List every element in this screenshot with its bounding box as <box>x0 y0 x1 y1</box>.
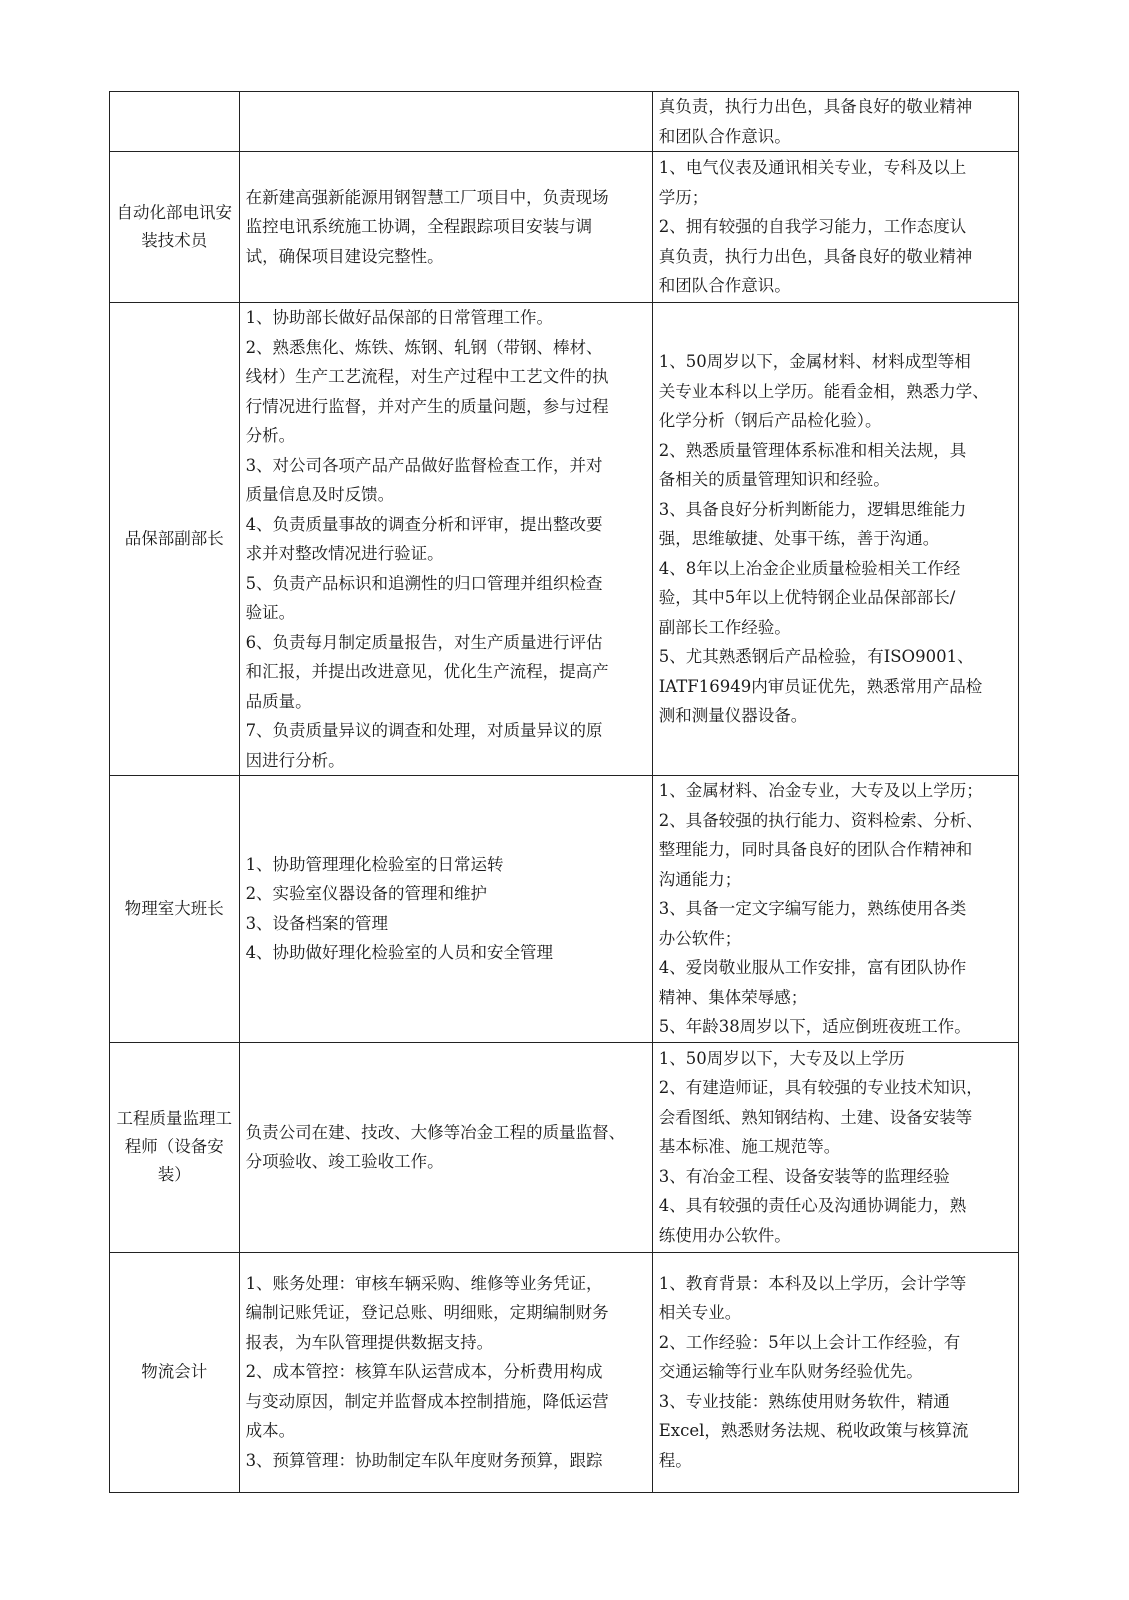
table-row <box>110 152 1019 303</box>
requirements-line: 4、具有较强的责任心及沟通协调能力，熟 <box>658 1196 967 1216</box>
duties-line: 和汇报，并提出改进意见，优化生产流程，提高产 <box>245 662 609 681</box>
duties-line: 监控电讯系统施工协调，全程跟踪项目安装与调 <box>245 217 593 237</box>
requirements-line: 基本标准、施工规范等。 <box>658 1137 841 1157</box>
requirements-line: 1、50周岁以下，大专及以上学历 <box>658 1048 905 1068</box>
position-title: 自动化部电讯安装技术员 <box>116 203 233 250</box>
requirements-line: 3、具备一定文字编写能力，熟练使用各类 <box>658 899 967 918</box>
position-title-cell <box>110 776 240 1043</box>
requirements-line: 相关专业。 <box>658 1303 742 1323</box>
requirements-line: 关专业本科以上学历。能看金相，熟悉力学、 <box>658 381 989 401</box>
position-title: 物流会计 <box>141 1362 208 1381</box>
requirements-line: 1、教育背景：本科及以上学历，会计学等 <box>658 1273 967 1293</box>
requirements-line: 办公软件； <box>658 928 742 948</box>
duties-line: 编制记账凭证，登记总账、明细账，定期编制财务 <box>245 1303 609 1323</box>
position-title-cell <box>110 1252 240 1492</box>
duties-line: 4、负责质量事故的调查分析和评审，提出整改要 <box>245 514 603 534</box>
requirements-line: 验，其中5年以上优特钢企业品保部部长/ <box>658 588 956 608</box>
requirements-line: 真负责，执行力出色，具备良好的敬业精神 <box>658 97 973 116</box>
table-row <box>110 92 1019 152</box>
requirements-line: 化学分析（钢后产品检化验）。 <box>658 411 882 431</box>
duties-line: 报表，为车队管理提供数据支持。 <box>245 1332 494 1352</box>
requirements-line: 1、金属材料、冶金专业，大专及以上学历； <box>658 781 983 800</box>
requirements-line: 精神、集体荣辱感； <box>658 987 808 1007</box>
requirements-line: 备相关的质量管理知识和经验。 <box>658 470 890 490</box>
duties-line: 分析。 <box>245 426 296 445</box>
duties-line: 因进行分析。 <box>245 750 345 770</box>
requirements-line: 强，思维敏捷、处事干练，善于沟通。 <box>658 529 940 549</box>
duties-line: 与变动原因，制定并监督成本控制措施，降低运营 <box>245 1391 609 1411</box>
requirements-cell <box>652 303 1018 776</box>
duties-line: 3、预算管理：协助制定车队年度财务预算，跟踪 <box>245 1450 603 1470</box>
duties-cell <box>239 152 652 303</box>
position-title-cell <box>110 152 240 303</box>
position-title-cell <box>110 1042 240 1252</box>
duties-cell <box>239 303 652 776</box>
requirements-line: 整理能力，同时具备良好的团队合作精神和 <box>658 840 973 859</box>
position-title-cell <box>110 92 240 152</box>
requirements-line: 程。 <box>658 1450 692 1470</box>
table-body <box>110 92 1019 1493</box>
job-requirements-table <box>109 91 1019 1493</box>
duties-line: 分项验收、竣工验收工作。 <box>245 1152 444 1171</box>
requirements-line: 1、电气仪表及通讯相关专业，专科及以上 <box>658 158 967 178</box>
position-title: 物理室大班长 <box>124 898 224 918</box>
duties-cell <box>239 776 652 1043</box>
requirements-line: 5、年龄38周岁以下，适应倒班夜班工作。 <box>658 1017 971 1036</box>
duties-line: 7、负责质量异议的调查和处理，对质量异议的原 <box>245 721 603 740</box>
duties-cell <box>239 92 652 152</box>
duties-line: 3、设备档案的管理 <box>245 913 389 933</box>
requirements-line: 4、爱岗敬业服从工作安排，富有团队协作 <box>658 958 967 977</box>
requirements-cell <box>652 92 1018 152</box>
position-title: 品保部副部长 <box>124 529 224 548</box>
table-row <box>110 1252 1019 1492</box>
requirements-line: 真负责，执行力出色，具备良好的敬业精神 <box>658 246 973 266</box>
duties-line: 负责公司在建、技改、大修等冶金工程的质量监督、 <box>245 1122 626 1142</box>
duties-line: 1、协助部长做好品保部的日常管理工作。 <box>245 308 554 327</box>
duties-line: 行情况进行监督，并对产生的质量问题，参与过程 <box>245 396 609 416</box>
requirements-line: 3、专业技能：熟练使用财务软件，精通 <box>658 1391 950 1411</box>
duties-line: 求并对整改情况进行验证。 <box>245 544 444 563</box>
requirements-line: 和团队合作意识。 <box>658 126 791 146</box>
requirements-cell <box>652 1252 1018 1492</box>
requirements-line: 1、50周岁以下，金属材料、材料成型等相 <box>658 352 971 372</box>
requirements-line: 3、有冶金工程、设备安装等的监理经验 <box>658 1166 950 1186</box>
table-row <box>110 776 1019 1043</box>
requirements-line: Excel，熟悉财务法规、税收政策与核算流 <box>658 1421 969 1441</box>
duties-line: 1、账务处理：审核车辆采购、维修等业务凭证， <box>245 1273 603 1293</box>
table-row <box>110 1042 1019 1252</box>
duties-cell <box>239 1252 652 1492</box>
duties-line: 线材）生产工艺流程，对生产过程中工艺文件的执 <box>245 367 609 386</box>
requirements-line: 沟通能力； <box>658 869 742 889</box>
requirements-line: 2、熟悉质量管理体系标准和相关法规，具 <box>658 440 967 460</box>
requirements-line: 2、具备较强的执行能力、资料检索、分析、 <box>658 810 983 830</box>
duties-line: 2、实验室仪器设备的管理和维护 <box>245 884 488 904</box>
duties-line: 品质量。 <box>245 691 312 711</box>
requirements-line: 和团队合作意识。 <box>658 276 791 296</box>
duties-line: 成本。 <box>245 1421 296 1441</box>
requirements-line: 练使用办公软件。 <box>658 1225 791 1245</box>
requirements-line: 交通运输等行业车队财务经验优先。 <box>658 1362 923 1382</box>
duties-line: 6、负责每月制定质量报告，对生产质量进行评估 <box>245 632 603 652</box>
requirements-line: 会看图纸、熟知钢结构、土建、设备安装等 <box>658 1107 973 1127</box>
requirements-line: 2、有建造师证，具有较强的专业技术知识， <box>658 1078 983 1098</box>
duties-line: 5、负责产品标识和追溯性的归口管理并组织检查 <box>245 573 603 593</box>
duties-line: 2、成本管控：核算车队运营成本，分析费用构成 <box>245 1362 603 1382</box>
duties-cell <box>239 1042 652 1252</box>
requirements-line: 2、拥有较强的自我学习能力，工作态度认 <box>658 217 967 237</box>
requirements-line: 2、工作经验：5年以上会计工作经验，有 <box>658 1332 961 1352</box>
requirements-line: 副部长工作经验。 <box>658 617 791 637</box>
position-title: 工程质量监理工程师（设备安装） <box>116 1109 233 1184</box>
duties-line: 在新建高强新能源用钢智慧工厂项目中，负责现场 <box>245 187 609 207</box>
requirements-line: IATF16949内审员证优先，熟悉常用产品检 <box>658 676 983 696</box>
requirements-line: 5、尤其熟悉钢后产品检验，有ISO9001、 <box>658 647 974 667</box>
requirements-cell <box>652 152 1018 303</box>
duties-line: 质量信息及时反馈。 <box>245 485 395 504</box>
table-row <box>110 303 1019 776</box>
duties-line: 4、协助做好理化检验室的人员和安全管理 <box>245 943 554 963</box>
requirements-line: 测和测量仪器设备。 <box>658 706 808 726</box>
requirements-cell <box>652 1042 1018 1252</box>
position-title-cell <box>110 303 240 776</box>
duties-line: 2、熟悉焦化、炼铁、炼钢、轧钢（带钢、棒材、 <box>245 337 603 357</box>
duties-line: 试，确保项目建设完整性。 <box>245 246 444 266</box>
duties-line: 验证。 <box>245 603 296 622</box>
requirements-cell <box>652 776 1018 1043</box>
requirements-line: 4、8年以上冶金企业质量检验相关工作经 <box>658 558 961 578</box>
requirements-line: 学历； <box>658 187 709 207</box>
requirements-line: 3、具备良好分析判断能力，逻辑思维能力 <box>658 499 967 519</box>
duties-line: 3、对公司各项产品产品做好监督检查工作，并对 <box>245 455 603 475</box>
duties-line: 1、协助管理理化检验室的日常运转 <box>245 854 504 874</box>
